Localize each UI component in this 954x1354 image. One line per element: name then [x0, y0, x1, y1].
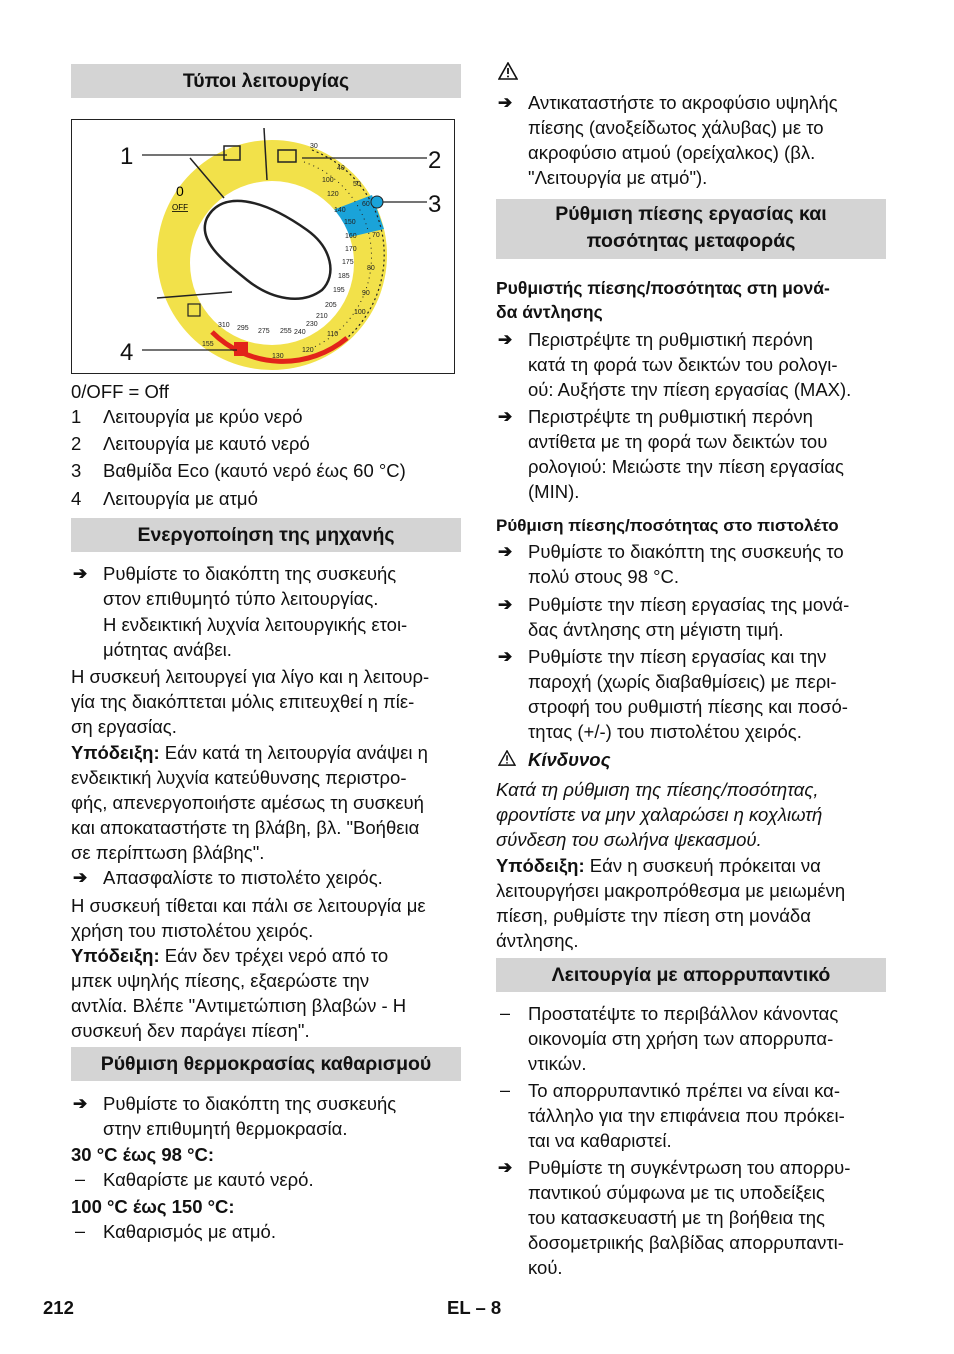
heading-line: Ρύθμιση πίεσης εργασίας και: [555, 203, 827, 225]
dash-bullet: –: [500, 1080, 511, 1100]
danger-line: Κατά τη ρύθμιση της πίεσης/ποσότητας,: [496, 779, 819, 800]
detergent-line: οικονομία στη χρήση των απορρυπα-: [528, 1028, 834, 1049]
callout-3: 3: [428, 191, 442, 218]
svg-text:230: 230: [306, 321, 318, 328]
svg-text:150: 150: [344, 219, 356, 226]
arrow-icon: ➔: [498, 647, 513, 666]
section-heading-detergent: Λειτουργία με απορρυπαντικό: [496, 958, 886, 992]
pump-step-line: ρολογιού: Μειώστε την πίεση εργασίας: [528, 456, 844, 477]
arrow-icon: ➔: [73, 868, 88, 887]
on-sub-line: Η ενδεικτική λυχνία λειτουργικής ετοι-: [103, 614, 408, 635]
gun-step-line: Ρυθμίστε το διακόπτη της συσκευής το: [528, 541, 844, 562]
svg-text:195: 195: [333, 287, 345, 294]
arrow-icon: ➔: [498, 542, 513, 561]
svg-text:50: 50: [353, 181, 361, 188]
para-line: ση εργασίας.: [71, 716, 177, 737]
svg-text:80: 80: [367, 265, 375, 272]
pump-step-line: Περιστρέψτε τη ρυθμιστική περόνη: [528, 406, 813, 427]
subheading-gun: Ρύθμιση πίεσης/ποσότητας στο πιστολέτο: [496, 516, 839, 535]
page-number: 212: [43, 1297, 74, 1318]
legend-off: 0/OFF = Off: [71, 381, 169, 402]
footer-language: [447, 1297, 501, 1319]
arrow-icon: ➔: [498, 1158, 513, 1177]
note-line: άντλησης.: [496, 930, 579, 951]
subheading-pump: δα άντλησης: [496, 302, 603, 322]
arrow-icon: ➔: [498, 330, 513, 349]
pump-step-line: (MIN).: [528, 481, 580, 502]
para-line: γία της διακόπτεται μόλις επιτευχθεί η πίε-: [71, 691, 415, 712]
subheading-pump: Ρυθμιστής πίεσης/ποσότητας στη μονά-: [496, 278, 830, 298]
danger-line: σύνδεση του σωλήνα ψεκασμού.: [496, 829, 762, 850]
danger-line: φροντίστε να μην χαλαρώσει η κοχλιωτή: [496, 804, 823, 825]
danger-icon: [498, 750, 516, 766]
gun-step-line: τητας (+/-) του πιστολέτου χειρός.: [528, 721, 802, 742]
legend-text-3: Βαθμίδα Eco (καυτό νερό έως 60 °C): [103, 460, 406, 481]
svg-text:110: 110: [327, 331, 339, 338]
detergent-line: Προστατέψτε το περιβάλλον κάνοντας: [528, 1003, 839, 1024]
svg-text:120: 120: [302, 347, 314, 354]
note-line: μπεκ υψηλής πίεσης, εξαερώστε την: [71, 970, 370, 991]
on-step-line: στον επιθυμητό τύπο λειτουργίας.: [103, 588, 379, 609]
note-first-line: [496, 853, 821, 878]
note-label: Υπόδειξη:: [496, 855, 585, 876]
legend-num-3: 3: [71, 460, 82, 481]
note-label: Υπόδειξη:: [71, 945, 160, 966]
note-label: Υπόδειξη:: [71, 742, 160, 763]
arrow-icon: ➔: [73, 564, 88, 583]
temp-step-line: Ρυθμίστε το διακόπτη της συσκευής: [103, 1093, 397, 1114]
on-step-line: Ρυθμίστε το διακόπτη της συσκευής: [103, 563, 397, 584]
svg-text:60: 60: [362, 201, 370, 208]
steam-step-line: ακροφύσιο ατμού (ορείχαλκος) (βλ.: [528, 142, 816, 163]
steam-step-line: πίεσης (ανοξείδωτος χάλυβας) με το: [528, 117, 824, 138]
footer-lang-code: EL: [447, 1297, 471, 1318]
svg-text:255: 255: [280, 328, 292, 335]
detergent-step-line: κού.: [528, 1257, 563, 1278]
detergent-line: ται να καθαριστεί.: [528, 1130, 672, 1151]
callout-1: 1: [120, 143, 134, 170]
svg-text:30: 30: [310, 143, 318, 150]
note-text: Εάν δεν τρέχει νερό από το: [159, 945, 389, 966]
note-2-first-line: [71, 943, 388, 968]
heading-line: ποσότητας μεταφοράς: [586, 230, 796, 252]
detergent-line: Το απορρυπαντικό πρέπει να είναι κα-: [528, 1080, 840, 1101]
detergent-step-line: Ρυθμίστε τη συγκέντρωση του απορρυ-: [528, 1157, 851, 1178]
note-line: συσκευή δεν παράγει πίεση".: [71, 1020, 310, 1041]
steam-step-line: Αντικαταστήστε το ακροφύσιο υψηλής: [528, 92, 838, 113]
gun-step-line: δας άντλησης στη μέγιστη τιμή.: [528, 619, 784, 640]
range-1-heading: 30 °C έως 98 °C:: [71, 1144, 214, 1165]
dash-bullet: –: [500, 1003, 511, 1023]
para-line: Η συσκευή τίθεται και πάλι σε λειτουργία με: [71, 895, 426, 916]
note-line: λειτουργήσει μακροπρόθεσμα με μειωμένη: [496, 880, 846, 901]
svg-text:90: 90: [362, 290, 370, 297]
para-line: χρήση του πιστολέτου χειρός.: [71, 920, 314, 941]
svg-text:175: 175: [342, 259, 354, 266]
mode-dial-diagram: [72, 120, 454, 372]
arrow-icon: ➔: [498, 407, 513, 426]
svg-text:295: 295: [237, 325, 249, 332]
svg-text:155: 155: [202, 341, 214, 348]
arrow-icon: ➔: [498, 595, 513, 614]
steam-step-line: "Λειτουργία με ατμό").: [528, 167, 708, 188]
svg-text:160: 160: [345, 233, 357, 240]
range-2-heading: 100 °C έως 150 °C:: [71, 1196, 235, 1217]
detergent-line: τάλληλο για την επιφάνεια που πρόκει-: [528, 1105, 845, 1126]
gun-step-line: Ρυθμίστε την πίεση εργασίας της μονά-: [528, 594, 850, 615]
range-2-item: Καθαρισμός με ατμό.: [103, 1221, 276, 1242]
pump-step-line: Περιστρέψτε τη ρυθμιστική περόνη: [528, 329, 813, 350]
legend-text-4: Λειτουργία με ατμό: [103, 488, 258, 509]
note-line: ενδεικτική λυχνία κατεύθυνσης περιστρο-: [71, 767, 407, 788]
pump-step-line: κατά τη φορά των δεικτών του ρολογι-: [528, 354, 838, 375]
unlock-step: Απασφαλίστε το πιστολέτο χειρός.: [103, 867, 383, 888]
svg-text:100: 100: [354, 309, 366, 316]
footer-separator: –: [475, 1297, 486, 1318]
svg-text:100: 100: [322, 177, 334, 184]
gun-step-line: παροχή (χωρίς διαβαθμίσεις) με περι-: [528, 671, 837, 692]
legend-num-1: 1: [71, 406, 82, 427]
svg-text:310: 310: [218, 322, 230, 329]
callout-2: 2: [428, 147, 442, 174]
note-1-first-line: [71, 740, 428, 765]
steam-icon: [234, 342, 248, 356]
legend-text-1: Λειτουργία με κρύο νερό: [103, 406, 303, 427]
mode-dial-figure: [71, 119, 455, 374]
dial-off-number: 0: [176, 183, 184, 199]
pump-step-line: ού: Αυξήστε την πίεση εργασίας (MAX).: [528, 379, 852, 400]
danger-label: Κίνδυνος: [528, 749, 611, 770]
section-heading-modes: Τύποι λειτουργίας: [71, 64, 461, 98]
section-heading-pressure: [496, 199, 886, 259]
gun-step-line: Ρυθμίστε την πίεση εργασίας και την: [528, 646, 827, 667]
svg-text:240: 240: [294, 329, 306, 336]
svg-text:275: 275: [258, 328, 270, 335]
on-sub-line: μότητας ανάβει.: [103, 639, 232, 660]
detergent-step-line: παντικού σύμφωνα με τις υποδείξεις: [528, 1182, 825, 1203]
svg-text:70: 70: [372, 232, 380, 239]
detergent-step-line: δοσομετριικής βαλβίδας απορρυπαντι-: [528, 1232, 844, 1253]
section-heading-temperature: Ρύθμιση θερμοκρασίας καθαρισμού: [71, 1047, 461, 1081]
svg-text:140: 140: [334, 207, 346, 214]
svg-text:210: 210: [316, 313, 328, 320]
temp-step-line: στην επιθυμητή θερμοκρασία.: [103, 1118, 348, 1139]
note-line: αντλία. Βλέπε "Αντιμετώπιση βλαβών - Η: [71, 995, 407, 1016]
svg-text:205: 205: [325, 302, 337, 309]
gun-step-line: στροφή του ρυθμιστή πίεσης και ποσό-: [528, 696, 848, 717]
eco-icon: [371, 196, 383, 208]
pump-step-line: αντίθετα με τη φορά των δεικτών του: [528, 431, 828, 452]
note-line: και αποκαταστήστε τη βλάβη, βλ. "Βοήθεια: [71, 817, 420, 838]
dial-off-label: OFF: [172, 203, 188, 212]
legend-text-2: Λειτουργία με καυτό νερό: [103, 433, 310, 454]
footer-section-number: 8: [490, 1297, 502, 1318]
warning-icon: [498, 62, 518, 80]
svg-text:120: 120: [327, 191, 339, 198]
note-line: φής, απενεργοποιήστε αμέσως τη συσκευή: [71, 792, 424, 813]
legend-num-4: 4: [71, 488, 82, 509]
svg-text:130: 130: [272, 353, 284, 360]
dash-bullet: –: [75, 1221, 86, 1241]
arrow-icon: ➔: [498, 93, 513, 112]
svg-text:40: 40: [337, 165, 345, 172]
callout-4: 4: [120, 339, 134, 366]
note-line: πίεση, ρυθμίστε την πίεση στη μονάδα: [496, 905, 811, 926]
arrow-icon: ➔: [73, 1094, 88, 1113]
range-1-item: Καθαρίστε με καυτό νερό.: [103, 1169, 314, 1190]
detergent-line: ντικών.: [528, 1053, 587, 1074]
note-text: Εάν κατά τη λειτουργία ανάψει η: [159, 742, 428, 763]
note-line: σε περίπτωση βλάβης".: [71, 842, 265, 863]
detergent-step-line: του κατασκευαστή με τη βοήθεια της: [528, 1207, 825, 1228]
svg-text:170: 170: [345, 246, 357, 253]
legend-num-2: 2: [71, 433, 82, 454]
gun-step-line: πολύ στους 98 °C.: [528, 566, 680, 587]
dash-bullet: –: [75, 1169, 86, 1189]
section-heading-switch-on: Ενεργοποίηση της μηχανής: [71, 518, 461, 552]
note-text: Εάν η συσκευή πρόκειται να: [584, 855, 821, 876]
para-line: Η συσκευή λειτουργεί για λίγο και η λειτουρ-: [71, 666, 430, 687]
svg-text:185: 185: [338, 273, 350, 280]
